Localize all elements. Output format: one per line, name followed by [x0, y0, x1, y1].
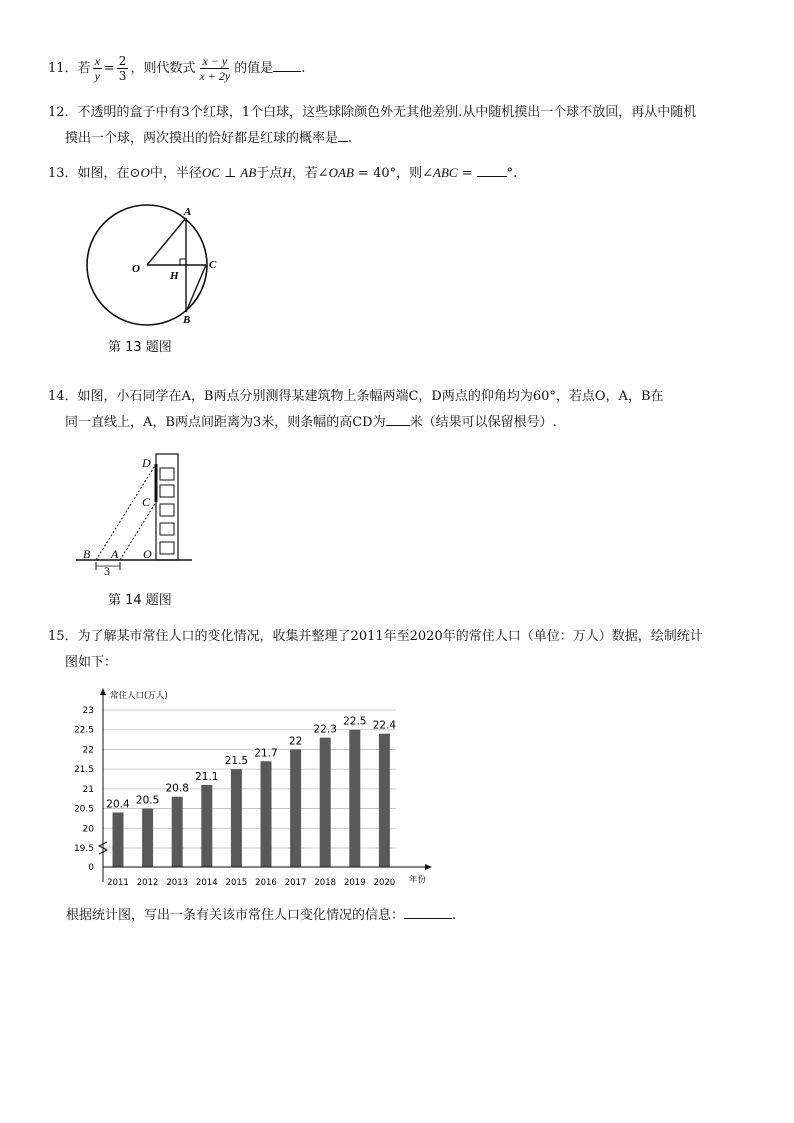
bar-value-label: 21.5 [224, 755, 249, 768]
y-tick-label: 23 [82, 706, 94, 716]
bar [290, 749, 301, 867]
fraction-expression: $\frac{x - y}{x + 2y}$ [199, 54, 231, 83]
label-d: D [142, 456, 151, 470]
label-o: O [132, 263, 140, 275]
answer-blank-12[interactable] [338, 127, 348, 142]
x-tick-label: 2015 [225, 878, 248, 888]
bar [142, 809, 153, 867]
question-14: 14．如图，小石同学在A，B两点分别测得某建筑物上条幅两端C，D两点的仰角均为60°，若点O，A，B在 同一直线上，A，B两点间距离为3米，则条幅的高CD为 米（结果可以保留根号）. [48, 389, 664, 430]
y-tick-label: 21 [82, 784, 94, 795]
bar-value-label: 21.7 [254, 747, 278, 760]
building [156, 454, 178, 560]
label-a: A [184, 206, 192, 218]
caption-13: 第 13 题图 [108, 340, 172, 355]
x-axis-arrow [425, 864, 432, 870]
answer-blank-15[interactable] [404, 904, 452, 919]
window [160, 523, 174, 535]
label-h: H [170, 270, 179, 282]
sight-line-bd [96, 464, 156, 560]
answer-blank-13[interactable] [477, 162, 507, 177]
fraction-x-over-y: $\frac{x}{y}$ [94, 54, 100, 83]
label-c: C [209, 259, 217, 271]
chart-x-label: 年份 [409, 875, 427, 885]
q14-text-line1: 如图，小石同学在A，B两点分别测得某建筑物上条幅两端C，D两点的仰角均为60°，若点O，A，B在 [77, 389, 664, 404]
y-tick-label: 22.5 [73, 725, 94, 736]
bar-value-label: 22.5 [343, 715, 367, 728]
x-tick-label: 2013 [166, 878, 189, 888]
caption-14: 第 14 题图 [108, 593, 172, 608]
y-axis-arrow [100, 688, 106, 695]
chart-y-ticks [74, 706, 94, 873]
bar [172, 797, 183, 867]
x-tick-label: 2014 [195, 878, 218, 888]
chart-x-ticks [107, 878, 395, 888]
window [160, 504, 174, 516]
y-tick-label: 22 [82, 745, 94, 756]
bar [349, 730, 360, 867]
x-tick-label: 2017 [284, 878, 307, 888]
population-bar-chart [66, 686, 436, 892]
bar [201, 785, 212, 867]
q15-text-line2: 图如下： [65, 655, 118, 670]
q12-text-line2: 摸出一个球，两次摸出的恰好都是红球的概率是 [65, 131, 339, 146]
answer-blank-11[interactable] [273, 57, 301, 72]
label-b: B [83, 547, 91, 561]
x-tick-label: 2018 [314, 878, 337, 888]
label-c: C [142, 495, 151, 509]
x-tick-label: 2011 [107, 878, 129, 888]
question-11: 11．若 $\frac{x}{y}$ = $\frac{2}{3}$ ，则代数式 $\frac{x - y}{x + 2y}$ 的值是 . [48, 54, 306, 83]
fraction-2-over-3: $\frac{2}{3}$ [118, 54, 127, 83]
x-tick-label: 2012 [136, 878, 159, 888]
bar-value-label: 21.1 [195, 770, 219, 783]
label-distance-3: 3 [104, 564, 110, 578]
label-o: O [143, 547, 152, 561]
window [160, 468, 174, 480]
chart-y-label: 常住人口(万人) [110, 691, 168, 701]
question-13: 13．如图，在⊙O中，半径OC ⊥ AB于点H，若∠OAB = 40°，则∠ABC = °. [48, 160, 748, 187]
window [160, 485, 174, 497]
bar-value-label: 22.4 [372, 719, 397, 732]
y-tick-label: 21.5 [73, 765, 94, 776]
y-tick-label: 0 [88, 863, 94, 873]
bar-value-label: 20.4 [106, 798, 130, 811]
bar [379, 734, 390, 867]
segment-oa [147, 218, 186, 265]
circle-figure-13 [84, 200, 224, 330]
y-tick-label: 20.5 [73, 804, 94, 815]
question-15-footer: 根据统计图，写出一条有关该市常住人口变化情况的信息： . [66, 903, 766, 929]
label-a: A [111, 547, 119, 561]
question-12: 12．不透明的盒子中有3个红球，1个白球，这些球除颜色外无其他差别.从中随机摸出一个球不放回，再从中随机 摸出一个球，两次摸出的恰好都是红球的概率是 . [48, 105, 697, 146]
bar-value-label: 22 [288, 735, 303, 748]
bar [113, 813, 124, 867]
right-angle-mark [180, 259, 186, 265]
question-15: 15．为了解某市常住人口的变化情况，收集并整理了2011年至2020年的常住人口（单位：万人）数据，绘制统计 图如下： [48, 629, 703, 670]
y-tick-label: 19.5 [73, 844, 94, 854]
x-tick-label: 2019 [343, 878, 366, 888]
building-figure-14 [74, 452, 198, 578]
bar-value-label: 20.8 [165, 782, 189, 795]
bar [320, 738, 331, 867]
window [160, 542, 174, 554]
q14-text-line2: 同一直线上，A，B两点间距离为3米，则条幅的高CD为 [65, 415, 386, 430]
y-tick-label: 20 [82, 824, 94, 835]
bar [261, 761, 272, 867]
x-tick-label: 2016 [255, 878, 277, 888]
bar [231, 769, 242, 867]
q15-text-line1: 为了解某市常住人口的变化情况，收集并整理了2011年至2020年的常住人口（单位：万人）数据，绘制统计 [77, 629, 703, 644]
bar-value-label: 20.5 [135, 794, 160, 807]
answer-blank-14[interactable] [386, 411, 410, 426]
q15-footer-text: 根据统计图，写出一条有关该市常住人口变化情况的信息： [66, 908, 405, 923]
bar-value-label: 22.3 [313, 723, 337, 736]
x-tick-label: 2020 [373, 878, 396, 888]
label-b: B [183, 314, 191, 326]
q12-text-line1: 不透明的盒子中有3个红球，1个白球，这些球除颜色外无其他差别.从中随机摸出一个球不放回，再从中随机 [77, 105, 697, 120]
